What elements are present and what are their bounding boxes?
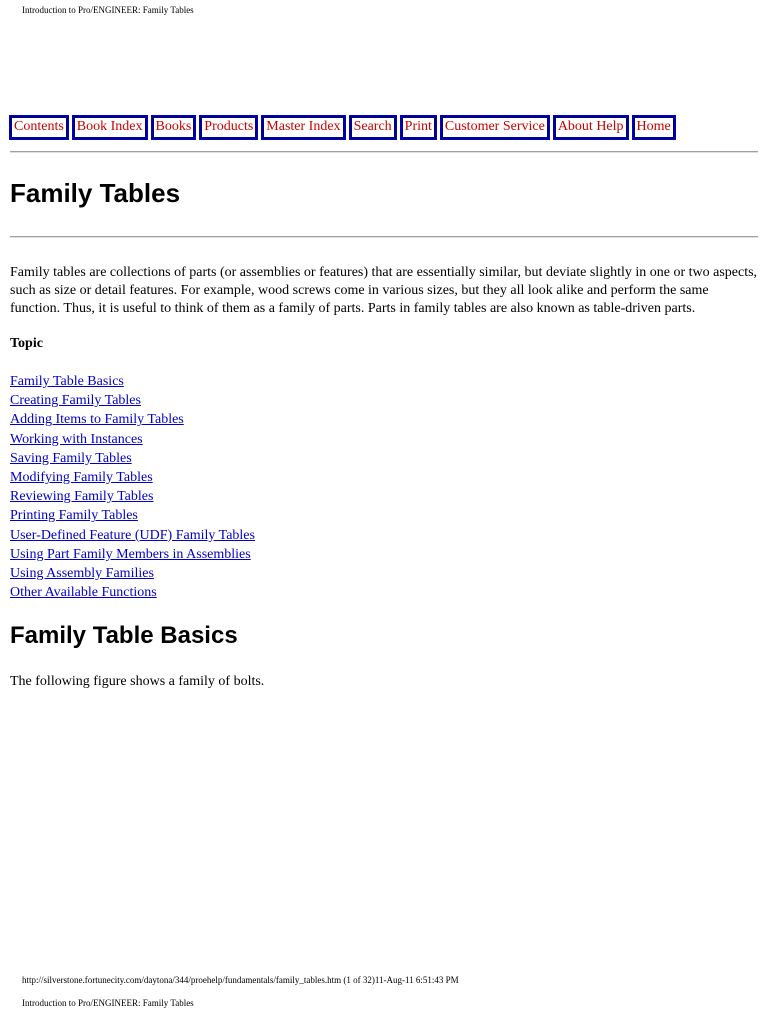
- list-item: [10, 506, 255, 525]
- topic-link-creating-family-tables[interactable]: Creating Family Tables: [10, 393, 141, 409]
- footer-url: http://silverstone.fortunecity.com/daytona/344/proehelp/fundamentals/family_tables.htm (1 of 32)11-Aug-11 6:51:43 PM: [22, 975, 459, 985]
- list-item: [10, 468, 255, 487]
- section-title: Family Table Basics: [10, 622, 238, 649]
- nav-customer-service-button[interactable]: Customer Service: [441, 116, 549, 139]
- topic-link-udf-family-tables[interactable]: User-Defined Feature (UDF) Family Tables: [10, 527, 255, 543]
- list-item: [10, 372, 255, 391]
- divider-title: [10, 236, 758, 238]
- nav-about-help-button[interactable]: About Help: [554, 116, 628, 139]
- topic-link-modifying-family-tables[interactable]: Modifying Family Tables: [10, 470, 153, 486]
- topic-link-saving-family-tables[interactable]: Saving Family Tables: [10, 450, 132, 466]
- nav-search-button[interactable]: Search: [350, 116, 396, 139]
- header-title: Introduction to Pro/ENGINEER: Family Tables: [22, 5, 194, 15]
- topic-link-part-family-members[interactable]: Using Part Family Members in Assemblies: [10, 546, 251, 562]
- list-item: [10, 391, 255, 410]
- topic-link-family-table-basics[interactable]: Family Table Basics: [10, 374, 124, 389]
- nav-master-index-button[interactable]: Master Index: [262, 116, 344, 139]
- navigation-bar: [10, 116, 675, 139]
- list-item: [10, 564, 255, 583]
- nav-books-button[interactable]: Books: [152, 116, 196, 139]
- topic-link-working-with-instances[interactable]: Working with Instances: [10, 431, 143, 447]
- topic-link-adding-items[interactable]: Adding Items to Family Tables: [10, 412, 184, 428]
- list-item: [10, 487, 255, 506]
- nav-products-button[interactable]: Products: [200, 116, 257, 139]
- footer-title: Introduction to Pro/ENGINEER: Family Tables: [22, 998, 194, 1008]
- nav-print-button[interactable]: Print: [401, 116, 436, 139]
- topic-link-reviewing-family-tables[interactable]: Reviewing Family Tables: [10, 489, 154, 505]
- nav-contents-button[interactable]: Contents: [10, 116, 68, 139]
- topic-link-printing-family-tables[interactable]: Printing Family Tables: [10, 508, 138, 524]
- intro-paragraph: Family tables are collections of parts (or assemblies or features) that are essentially similar, but deviate slightly in one or two aspects, such as size or detail features. For example, wood screws come in various sizes, but they all look alike and perform the same function. Thus, it is useful to think of them as a family of parts. Parts in family tables are also known as table-driven parts.: [10, 265, 758, 316]
- page-title: Family Tables: [10, 178, 181, 208]
- nav-home-button[interactable]: Home: [633, 116, 675, 139]
- divider-top: [10, 151, 758, 153]
- list-item: [10, 583, 255, 602]
- topic-heading: Topic: [10, 336, 43, 351]
- nav-book-index-button[interactable]: Book Index: [73, 116, 147, 139]
- section-paragraph: The following figure shows a family of bolts.: [10, 674, 265, 689]
- topic-link-other-functions[interactable]: Other Available Functions: [10, 585, 157, 601]
- list-item: [10, 449, 255, 468]
- list-item: [10, 410, 255, 429]
- topic-list: [10, 372, 255, 602]
- list-item: [10, 545, 255, 564]
- topic-link-assembly-families[interactable]: Using Assembly Families: [10, 566, 154, 582]
- list-item: [10, 430, 255, 449]
- list-item: [10, 526, 255, 545]
